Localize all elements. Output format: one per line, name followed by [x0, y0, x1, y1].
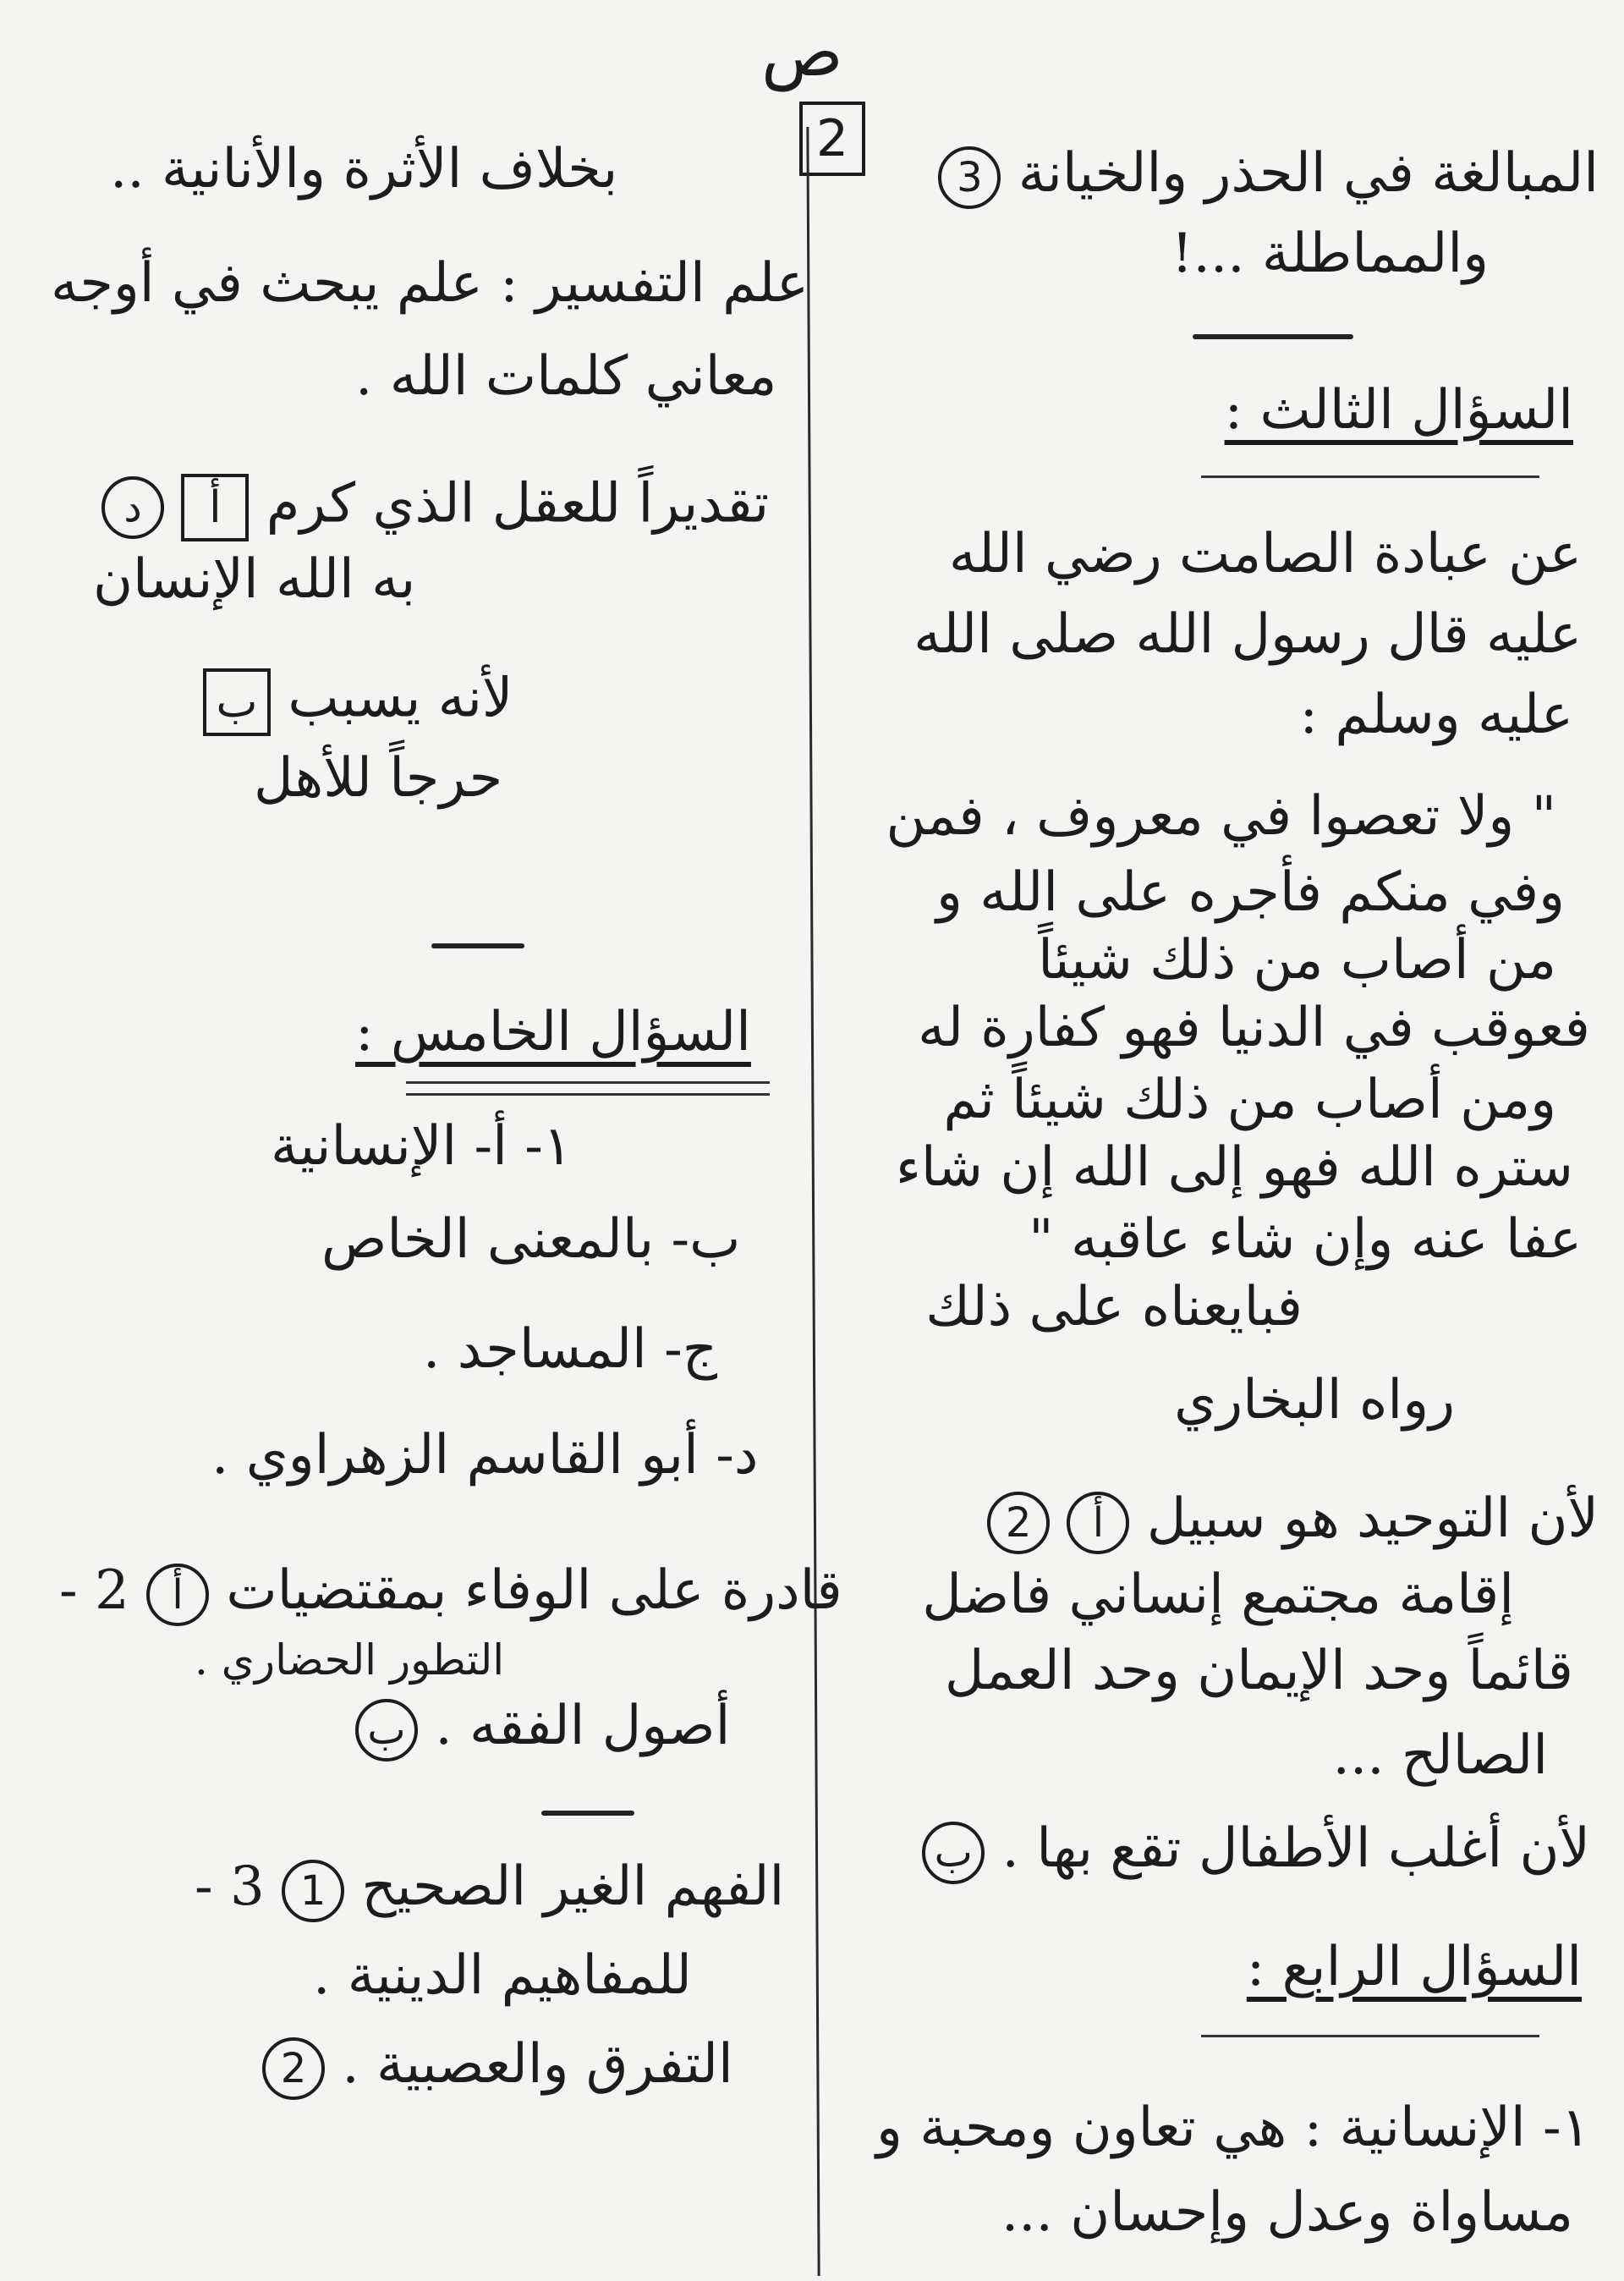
q5-3b-text: التفرق والعصبية .	[342, 2033, 733, 2096]
q5-2a-line1	[59, 1561, 842, 1626]
q5-1d: د- أبو القاسم الزهراوي .	[211, 1424, 759, 1487]
item2-a-line1	[987, 1489, 1599, 1554]
hadith-line-9: ستره الله فهو إلى الله إن شاء	[895, 1136, 1573, 1199]
q5-3b-line1	[262, 2035, 733, 2100]
q5-3a-line2: للمفاهيم الدينية .	[313, 1944, 692, 2007]
q5-2a-mark: أ	[146, 1564, 209, 1626]
header-mark: ص	[761, 13, 843, 91]
d-a-text: تقديراً للعقل الذي كرم	[266, 472, 770, 536]
q5-2b-line1	[355, 1696, 730, 1762]
hadith-line-3: عليه وسلم :	[1299, 684, 1573, 746]
q5-1b: ب- بالمعنى الخاص	[321, 1208, 741, 1271]
hadith-line-11: فبايعناه على ذلك	[925, 1276, 1303, 1338]
separator-squiggle	[1193, 334, 1353, 339]
item2-a-text: لأن التوحيد هو سبيل	[1146, 1487, 1599, 1550]
hadith-line-2: عليه قال رسول الله صلى الله	[914, 603, 1582, 666]
item2-b-line1	[922, 1819, 1590, 1884]
hadith-line-6: من أصاب من ذلك شيئاً	[1038, 929, 1556, 992]
q5-2a-text: قادرة على الوفاء بمقتضيات	[226, 1559, 842, 1622]
hadith-line-5: وفي منكم فأجره على الله و	[936, 861, 1565, 924]
tafsir-line-1: علم التفسير : علم يبحث في أوجه	[51, 252, 809, 315]
item2-b-mark: ب	[922, 1822, 985, 1884]
item2-a-mark: أ	[1067, 1492, 1129, 1554]
separator-squiggle	[541, 1811, 634, 1816]
q5-2a-line2: التطور الحضاري .	[195, 1635, 505, 1685]
hadith-line-12: رواه البخاري	[1174, 1369, 1455, 1432]
page-number-box: 2	[799, 102, 865, 176]
q3-heading: السؤال الثالث :	[1224, 379, 1573, 442]
right-item3-line2: والمماطلة ...!	[1171, 223, 1489, 285]
right-item3-line1	[938, 144, 1599, 209]
separator-squiggle	[431, 943, 524, 948]
d-a-line1	[102, 474, 769, 541]
left-top-line: بخلاف الأثرة والأنانية ..	[110, 138, 618, 201]
item3-text: المبالغة في الحذر والخيانة	[1018, 142, 1599, 205]
d-a-mark: أ	[181, 474, 249, 541]
heading-underline	[1201, 475, 1539, 478]
q5-1a: ١- أ- الإنسانية	[271, 1115, 573, 1178]
q5-1c: ج- المساجد .	[423, 1318, 717, 1381]
q5-heading: السؤال الخامس :	[355, 1001, 751, 1064]
q5-3a-text: الفهم الغير الصحيح	[361, 1855, 785, 1918]
item2-a-line4: الصالح ...	[1332, 1724, 1548, 1787]
d-b-line2: حرجاً للأهل	[254, 747, 503, 810]
item2-b-text: لأن أغلب الأطفال تقع بها .	[1001, 1817, 1590, 1880]
d-b-text: لأنه يسبب	[288, 667, 513, 730]
q5-3a-line1	[195, 1857, 784, 1922]
hadith-line-7: فعوقب في الدنيا فهو كفارة له	[918, 997, 1590, 1059]
q4-heading: السؤال الرابع :	[1246, 1936, 1582, 1998]
d-b-mark: ب	[203, 668, 271, 736]
hadith-line-8: ومن أصاب من ذلك شيئاً ثم	[943, 1069, 1556, 1131]
q5-2-number: 2 -	[59, 1559, 129, 1622]
item3-number: 3	[938, 146, 1001, 209]
heading-underline	[406, 1093, 770, 1096]
d-number: د	[102, 476, 164, 539]
heading-underline	[406, 1081, 770, 1084]
item2-a-line2: إقامة مجتمع إنساني فاضل	[922, 1564, 1514, 1626]
column-divider	[806, 127, 820, 2276]
tafsir-line-2: معاني كلمات الله .	[355, 345, 777, 408]
item2-number: 2	[987, 1492, 1050, 1554]
q5-3b-mark: 2	[262, 2037, 325, 2100]
q4-line-1: ١- الإنسانية : هي تعاون ومحبة و	[876, 2097, 1590, 2159]
q4-line-2: مساواة وعدل وإحسان ...	[1001, 2181, 1573, 2244]
q5-3-number: 3 -	[195, 1855, 265, 1918]
q5-3a-mark: 1	[282, 1860, 344, 1922]
item2-a-line3: قائماً وحد الإيمان وحد العمل	[944, 1640, 1573, 1702]
hadith-line-1: عن عبادة الصامت رضي الله	[948, 523, 1582, 585]
d-a-line2: به الله الإنسان	[93, 548, 416, 611]
q5-2b-text: أصول الفقه .	[435, 1695, 731, 1757]
q5-2b-mark: ب	[355, 1699, 418, 1762]
hadith-line-4: " ولا تعصوا في معروف ، فمن	[886, 785, 1556, 848]
hadith-line-10: عفا عنه وإن شاء عاقبه "	[1029, 1208, 1582, 1271]
d-b-line1	[203, 668, 513, 736]
heading-underline	[1201, 2035, 1539, 2037]
